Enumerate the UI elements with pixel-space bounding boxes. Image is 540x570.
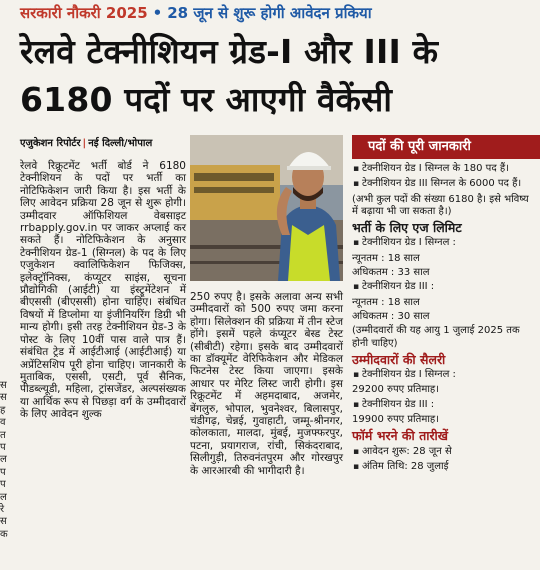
age-grade1-title: ▪ टेक्नीशियन ग्रेड I सिग्नल : <box>352 237 530 249</box>
kicker-subtitle: 28 जून से शुरू होगी आवेदन प्रकिया <box>167 4 372 22</box>
salary-grade1-value: 29200 रुपए प्रतिमाह। <box>352 384 440 396</box>
neighbor-article-fragment <box>0 380 14 541</box>
age-grade3-max: अधिकतम : 30 साल <box>352 310 430 322</box>
article-column-2: 250 रुपए है। इसके अलावा अन्य सभी उम्मीदवारों को 500 रुपए जमा करना होगा। सिलेक्शन की प्रक्रिया में तीन स्टेज होंगे। इसमें पहले कंप्यूटर बेस्ड टेस्ट (सीबीटी) रहेगा। इसके बाद उम्मीदवारों का डॉक्यूमेंट वेरिफिकेशन और मेडिकल फिटनेस टेस्ट किया जाएगा। इसके आधार पर मेरिट लिस्ट जारी होगी। इस रिक्रूटमेंट में अहमदाबाद, अजमेर, बेंगलुरु, भोपाल, भुवनेश्वर, बिलासपुर, चंडीगढ़, चेन्नई, गुवाहाटी, जम्मू-श्रीनगर, कोलकाता, मालदा, मुंबई, मुजफ्फरपुर, पटना, प्रयागराज, रांची, सिकंदराबाद, सिलीगुड़ी, तिरुवनंतपुरम और गोरखपुर के आरआरबी की भागीदारी है। <box>190 291 343 477</box>
headline: रेलवे टेक्नीशियन ग्रेड-I और III के 6180 पदों पर आएगी वैकेंसी <box>20 32 439 119</box>
technician-photo <box>190 135 343 281</box>
technician-photo-illustration <box>190 135 343 281</box>
age-grade1-min: न्यूनतम : 18 साल <box>352 252 420 264</box>
kicker-category: सरकारी नौकरी 2025 <box>20 4 148 22</box>
sidebar-post-item: ▪ टेक्नीशियन ग्रेड I सिग्नल के 180 पद हैं। <box>352 163 530 175</box>
byline-separator: | <box>82 138 87 149</box>
age-grade3-title: ▪ टेक्नीशियन ग्रेड III : <box>352 281 530 293</box>
byline-reporter: एजुकेशन रिपोर्टर <box>20 138 81 149</box>
sidebar-posts-note: (अभी कुल पदों की संख्या 6180 है। इसे भविष्य में बढ़ाया भी जा सकता है।) <box>352 193 529 217</box>
info-sidebar <box>352 163 530 476</box>
sidebar-post-item: ▪ टेक्नीशियन ग्रेड III सिग्नल के 6000 पद हैं। <box>352 178 530 190</box>
form-dates-heading: फॉर्म भरने की तारीखें <box>352 428 449 444</box>
date-end: ▪ अंतिम तिथि: 28 जुलाई <box>352 461 530 473</box>
salary-heading: उम्मीदवारों की सैलरी <box>352 351 446 367</box>
age-limit-heading: भर्ती के लिए एज लिमिट <box>352 220 462 236</box>
date-start: ▪ आवेदन शुरू: 28 जून से <box>352 446 530 458</box>
age-grade1-max: अधिकतम : 33 साल <box>352 267 430 279</box>
kicker-bullet: • <box>152 4 163 22</box>
age-grade3-min: न्यूनतम : 18 साल <box>352 296 420 308</box>
byline <box>20 135 152 149</box>
byline-location: नई दिल्ली/भोपाल <box>88 138 153 149</box>
salary-grade3-value: 19900 रुपए प्रतिमाह। <box>352 414 440 426</box>
sidebar-heading: पदों की पूरी जानकारी <box>352 135 540 159</box>
article-column-1: रेलवे रिक्रूटमेंट भर्ती बोर्ड ने 6180 टेक्नीशियन के पदों पर भर्ती का नोटिफिकेशन जारी किया है। इस भर्ती के लिए आवेदन प्रक्रिया 28 जून से शुरू होगी। उम्मीदवार ऑफिशियल वेबसाइट rrbapply.gov.in पर जाकर अप्लाई कर सकते हैं। नोटिफिकेशन के अनुसार टेक्नीशियन ग्रेड-1 (सिग्नल) के पद के लिए एजुकेशन क्वालिफिकेशन फिजिक्स, इलेक्ट्रॉनिक्स, कंप्यूटर साइंस, सूचना प्रौद्योगिकी (आईटी) या इंस्ट्रूमेंटेशन में बीएससी (बीएससी) होना चाहिए। संबंधित विषयों में डिप्लोमा या इंजीनियरिंग डिग्री भी मान्य होगी। इसी तरह टेक्नीशियन ग्रेड-3 के पोस्ट के लिए 10वीं पास वाले पात्र हैं। संबंधित ट्रेड में आईटीआई (आईटीआई) या अप्रेंटिसशिप पूरी होना चाहिए। जानकारी के मुताबिक, एससी, एसटी, पूर्व सैनिक, पीडब्ल्यूडी, महिला, ट्रांसजेंडर, अल्पसंख्यक या आर्थिक रूप से पिछड़ा वर्ग के उम्मीदवारों के लिए आवेदन शुल्क <box>20 160 186 421</box>
salary-grade1-title: ▪ टेक्नीशियन ग्रेड I सिग्नल : <box>352 369 530 381</box>
salary-grade3-title: ▪ टेक्नीशियन ग्रेड III : <box>352 399 530 411</box>
age-note: (उम्मीदवारों की यह आयु 1 जुलाई 2025 तक होनी चाहिए) <box>352 325 520 349</box>
neighbor-article-text: स स ह व त प ल प प ल रे स क <box>0 380 8 540</box>
kicker-line <box>20 3 372 23</box>
